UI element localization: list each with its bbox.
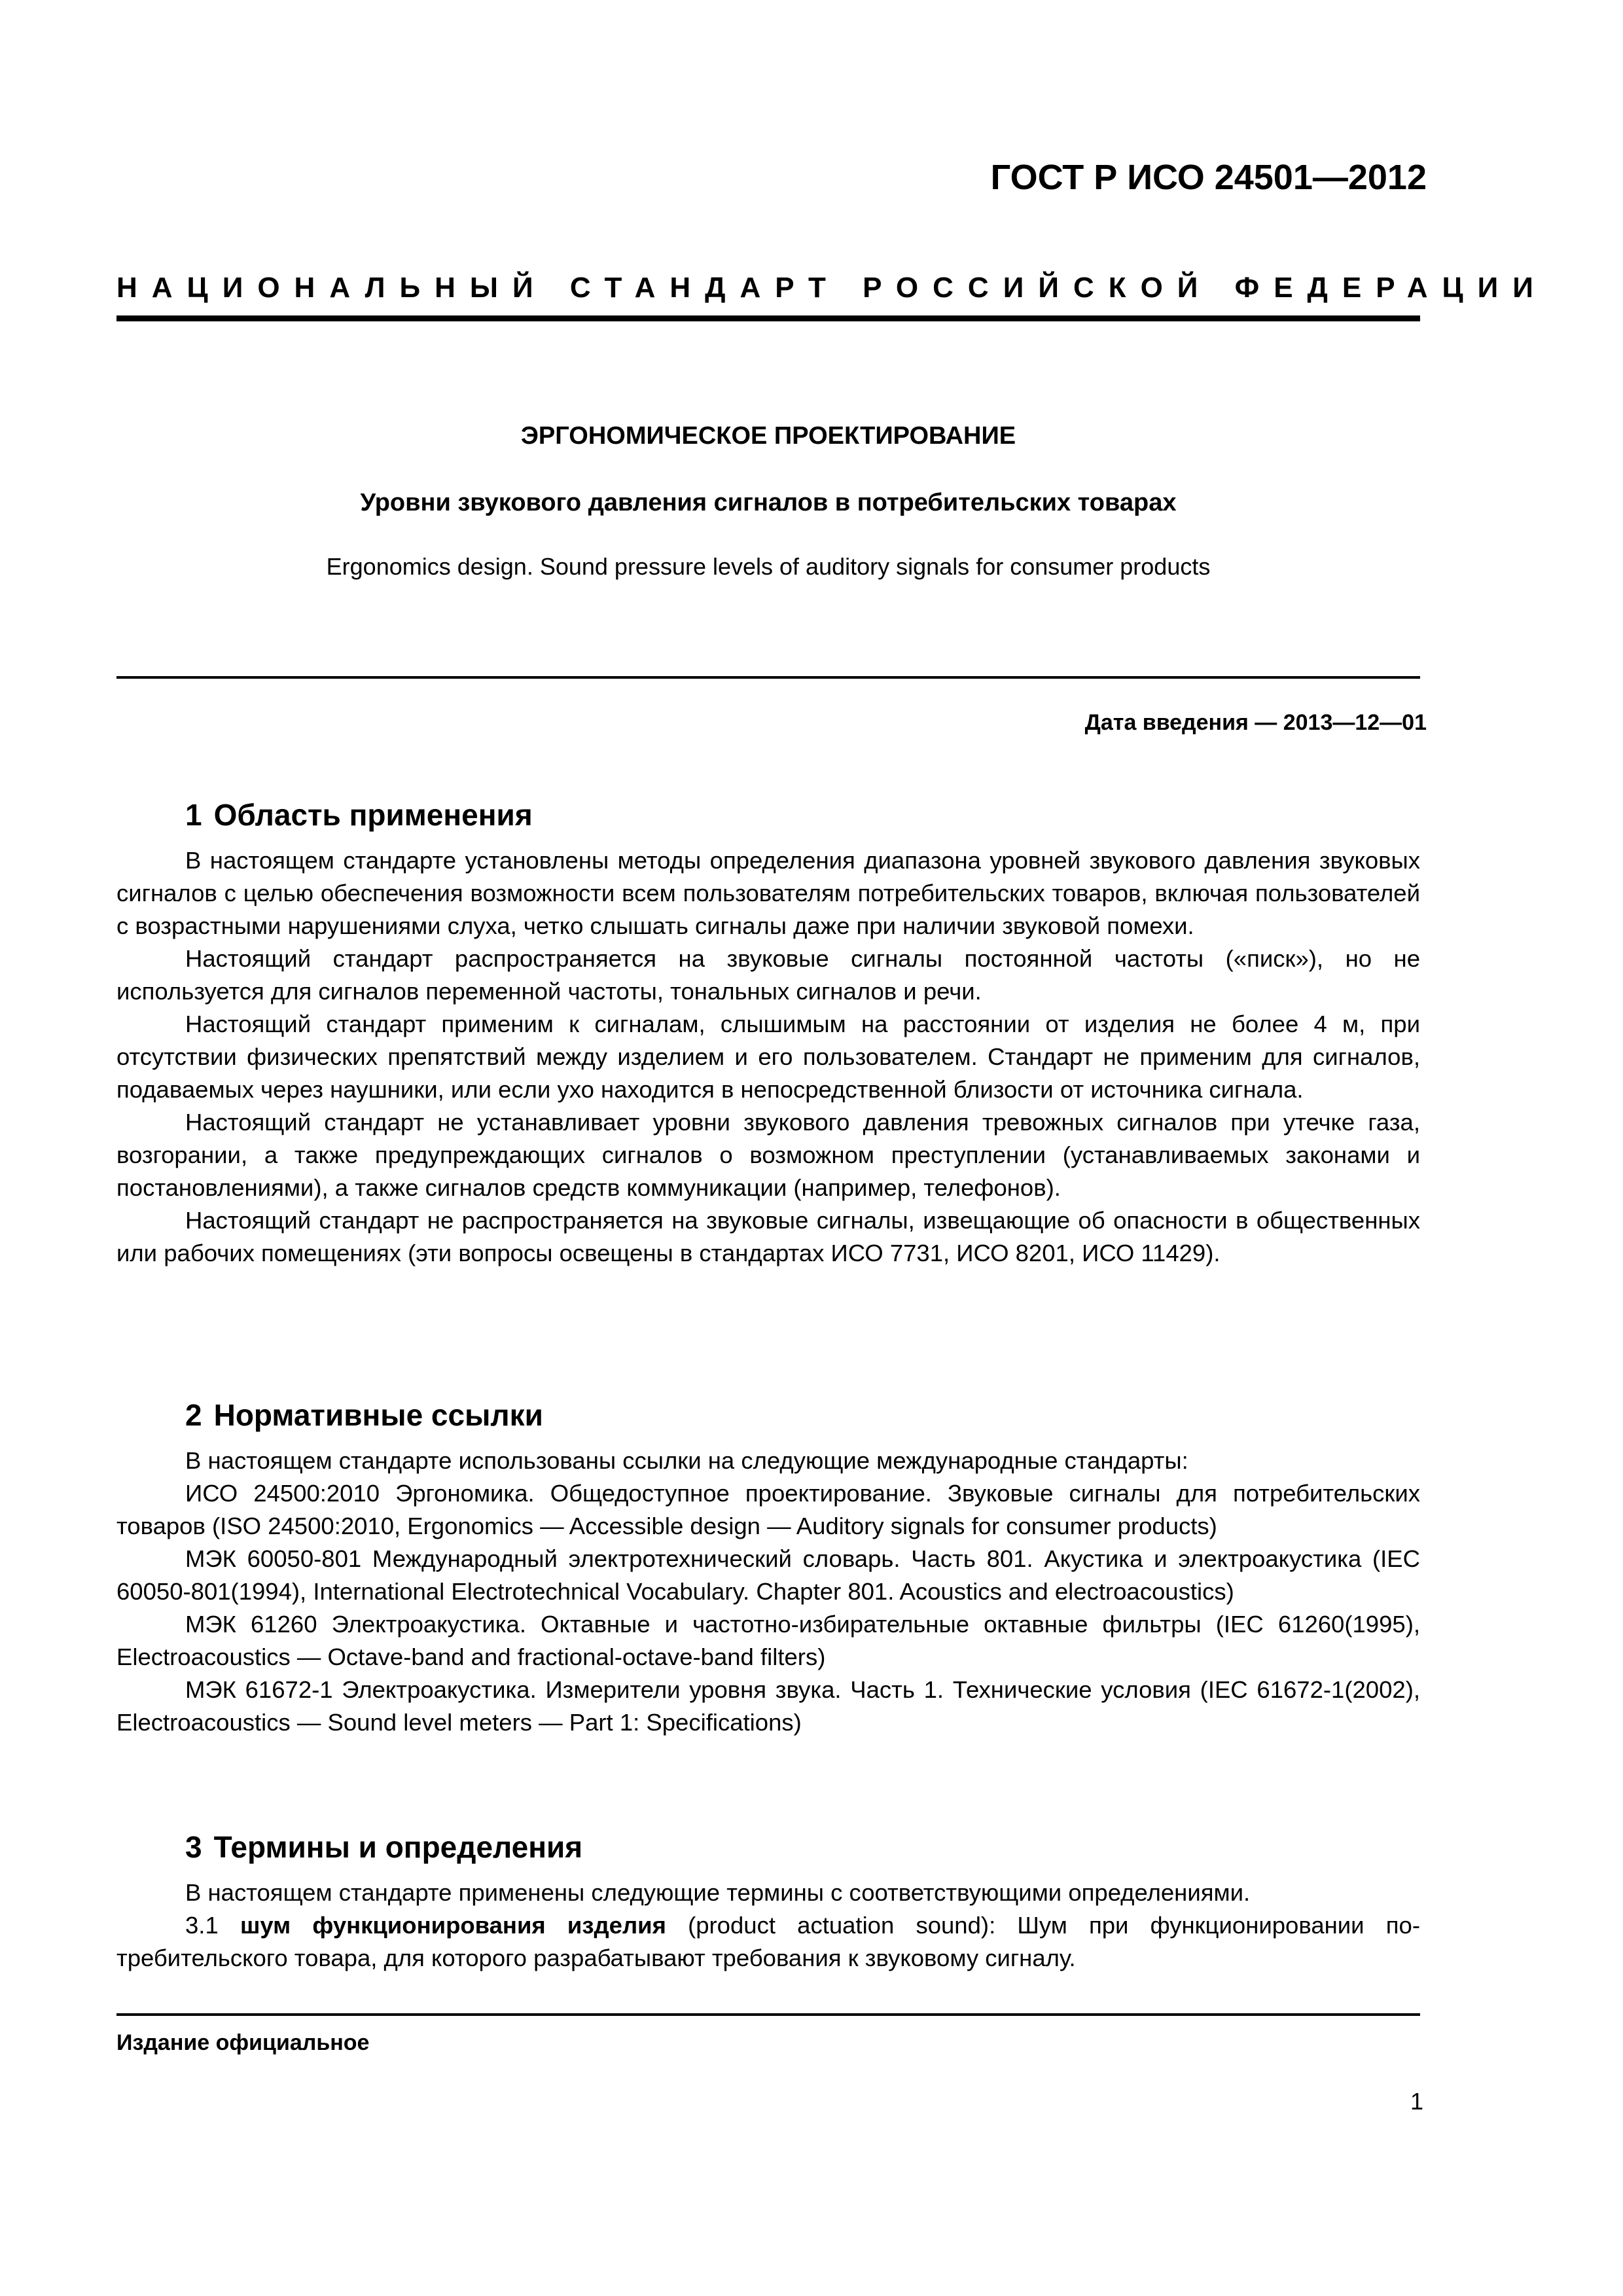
national-standard-heading: НАЦИОНАЛЬНЫЙ СТАНДАРТ РОССИЙСКОЙ ФЕДЕРАЦИИ	[116, 272, 1548, 304]
section-heading	[116, 1829, 1420, 1865]
paragraph: Настоящий стандарт не устанавливает уровни звукового давления тревожных сигналов при утечке газа, возгорании, а также предупреждающих сигналов о возможном преступлении (устанавливаемых законами и постановлениями), а также сигналов средств коммуникации (например, телефонов).	[116, 1109, 1420, 1201]
paragraph: В настоящем стандарте установлены методы определения диапазона уровней звукового давления звуковых сигналов с целью обеспечения возможности всем пользователям потребительских товаров, включая пользователей с возрастными нарушениями слуха, четко слышать сигналы даже при наличии звуковой помехи.	[116, 847, 1420, 939]
term-number: 3.1	[185, 1912, 219, 1939]
paragraph: Настоящий стандарт применим к сигналам, слышимым на расстоянии от изделия не более 4 м, при отсутствии физических препятствий между изделием и его пользователем. Стандарт не применим для сигналов, подаваемых через наушники, или если ухо находится в непосредственной близости от источника сигнала.	[116, 1011, 1420, 1103]
reference-item: ИСО 24500:2010 Эргономика. Общедоступное проектирование. Звуковые сигналы для потребительских товаров (ISO 24500:2010, Ergonomics — Accessible design — Auditory signals for consumer products)	[116, 1480, 1420, 1539]
reference-item: МЭК 61672-1 Электроакустика. Измерители уровня звука. Часть 1. Технические условия (IEC 61672-1(2002), Electroacoustics — Sound level meters — Part 1: Specifications)	[116, 1676, 1420, 1736]
section-normative-references	[116, 1397, 1420, 1739]
section-title: Область применения	[213, 798, 533, 832]
section-terms	[116, 1829, 1420, 1975]
footer-rule	[116, 2013, 1420, 2016]
term-text: Шум при функционировании потребительского товара, для которого разрабатывают требования к звуковому сигналу.	[116, 1912, 1420, 1971]
section-title: Термины и определения	[213, 1830, 583, 1864]
section-scope	[116, 797, 1420, 1270]
term-definition	[116, 1909, 1420, 1975]
paragraph: В настоящем стандарте использованы ссылки на следующие международные стандарты:	[185, 1447, 1188, 1474]
section-number: 2	[185, 1398, 202, 1432]
document-code: ГОСТ Р ИСО 24501—2012	[990, 158, 1427, 197]
document-title-english: Ergonomics design. Sound pressure levels of auditory signals for consumer products	[326, 553, 1211, 580]
title-rule	[116, 676, 1420, 679]
section-number: 3	[185, 1830, 202, 1864]
header-rule	[116, 315, 1420, 321]
term-name: шум функционирования изделия	[240, 1912, 666, 1939]
document-title: ЭРГОНОМИЧЕСКОЕ ПРОЕКТИРОВАНИЕ	[520, 422, 1016, 450]
term-english: (product actuation sound):	[688, 1912, 996, 1939]
reference-item: МЭК 60050-801 Международный электротехнический словарь. Часть 801. Акустика и электроакустика (IEC 60050-801(1994), International Electrotechnical Vocabulary. Chapter 801. Acoustics and electroacoustics)	[116, 1545, 1420, 1605]
section-number: 1	[185, 798, 202, 832]
section-heading	[116, 797, 1420, 833]
document-subtitle: Уровни звукового давления сигналов в потребительских товарах	[360, 489, 1177, 516]
paragraph: Настоящий стандарт не распространяется на звуковые сигналы, извещающие об опасности в общественных или рабочих помещениях (эти вопросы освещены в стандартах ИСО 7731, ИСО 8201, ИСО 11429).	[116, 1207, 1420, 1266]
page-number: 1	[1410, 2088, 1423, 2115]
introduction-date: Дата введения — 2013—12—01	[1084, 710, 1427, 735]
reference-item: МЭК 61260 Электроакустика. Октавные и частотно-избирательные октавные фильтры (IEC 61260(1995), Electroacoustics — Octave-band and fractional-octave-band filters)	[116, 1611, 1420, 1670]
section-heading	[116, 1397, 1420, 1433]
paragraph: Настоящий стандарт распространяется на звуковые сигналы постоянной частоты («писк»), но не используется для сигналов переменной частоты, тональных сигналов и речи.	[116, 945, 1420, 1005]
paragraph: В настоящем стандарте применены следующие термины с соответствующими определениями.	[185, 1879, 1251, 1906]
official-edition-label: Издание официальное	[116, 2030, 370, 2055]
section-title: Нормативные ссылки	[213, 1398, 543, 1432]
